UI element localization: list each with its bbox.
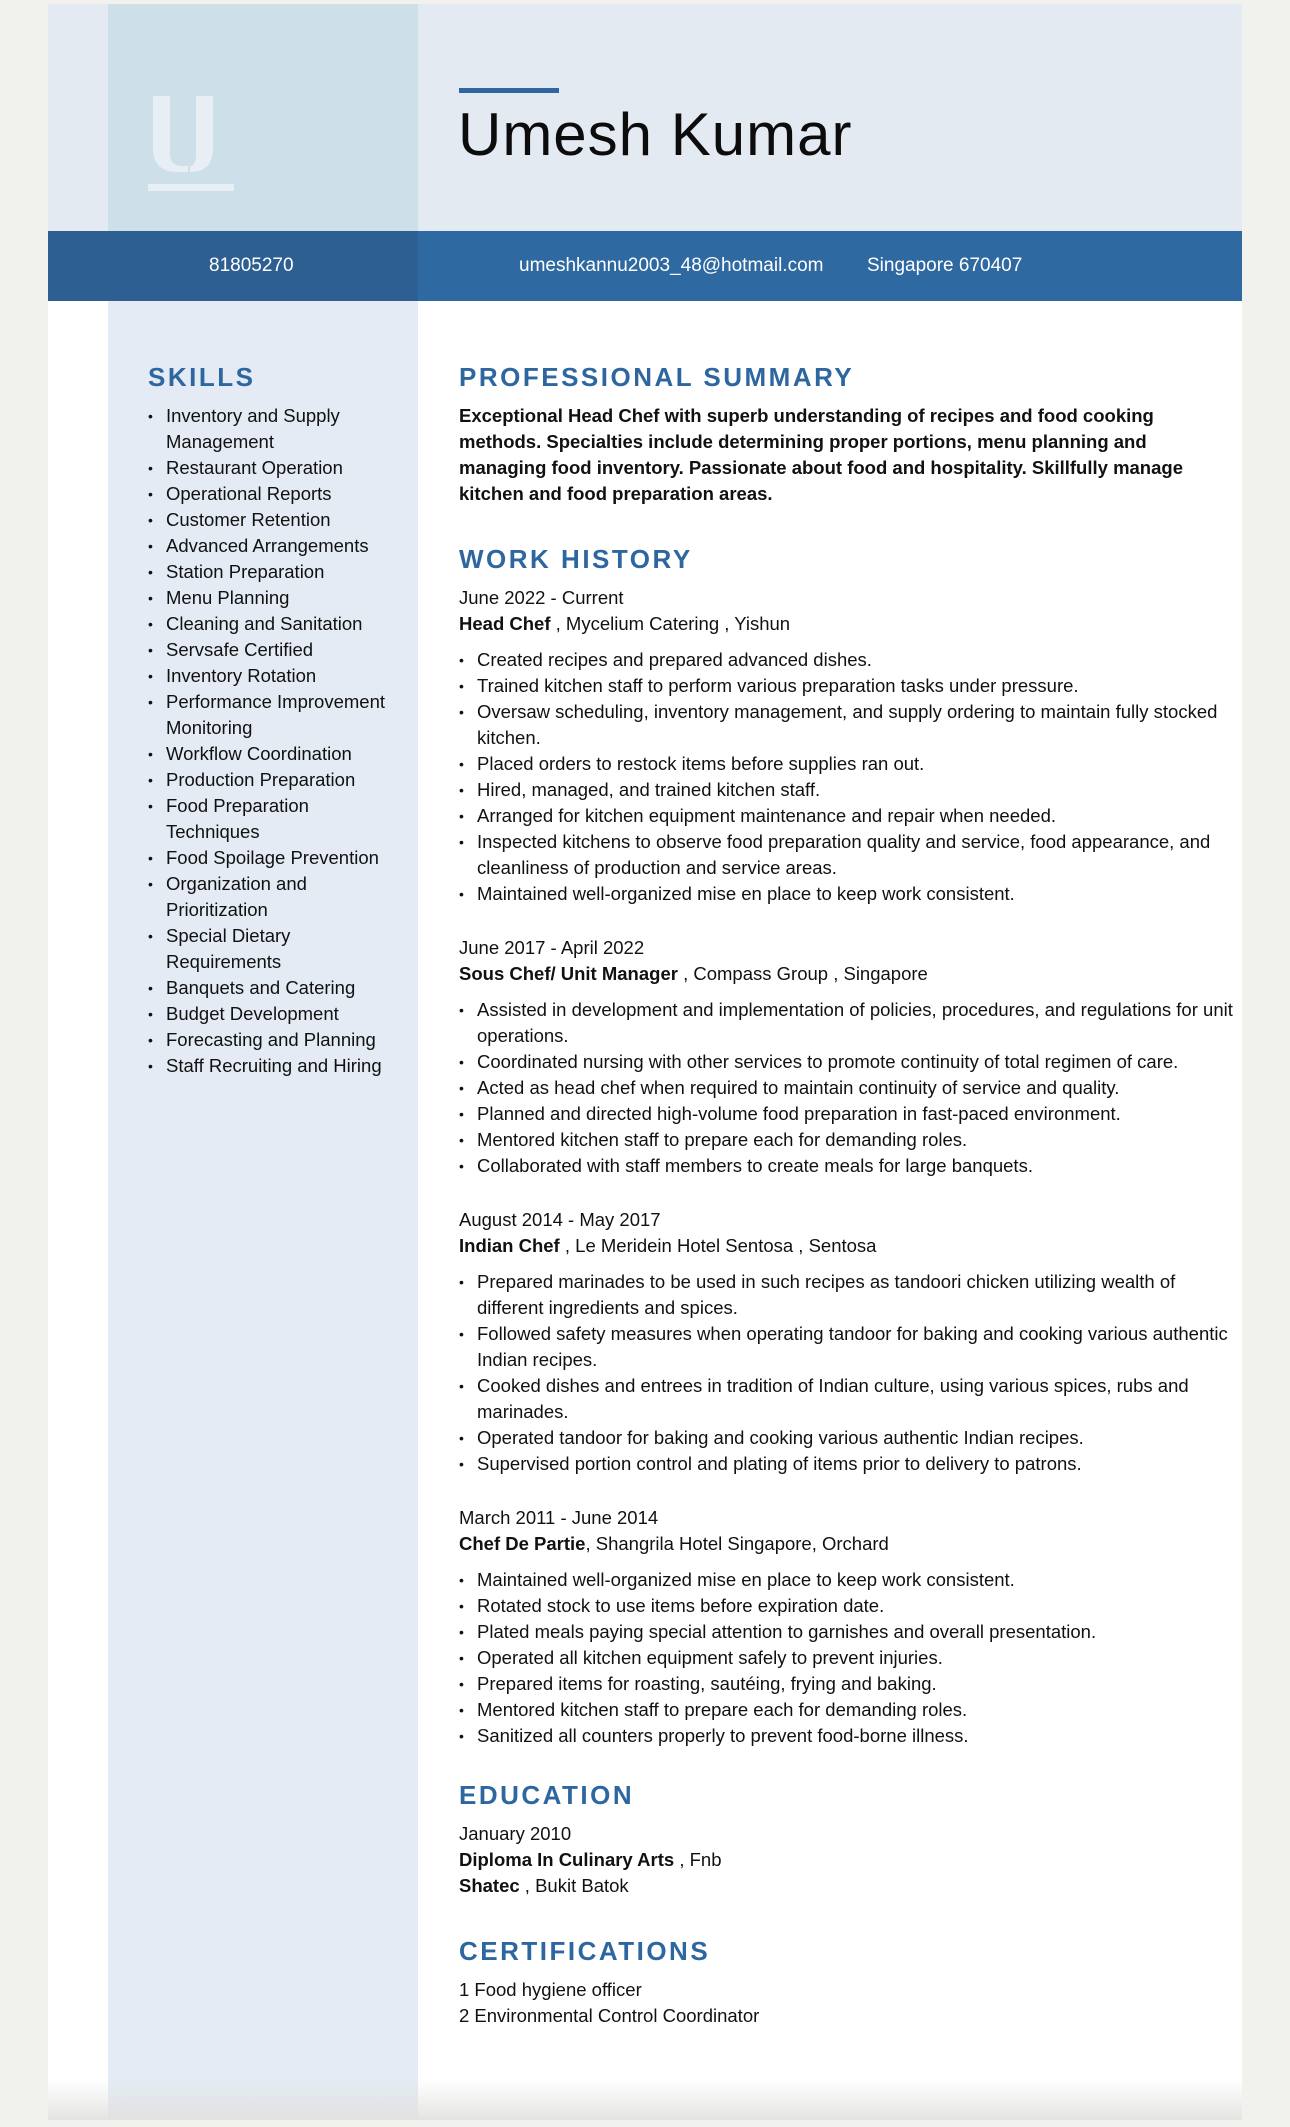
education-title: EDUCATION (459, 1780, 635, 1810)
skill-item: • Cleaning and Sanitation (148, 611, 398, 637)
job-role: Sous Chef/ Unit Manager (459, 963, 678, 984)
job-bullets (459, 647, 1234, 907)
skill-item: • Station Preparation (148, 559, 398, 585)
education-school-suffix: , Bukit Batok (519, 1875, 629, 1896)
summary-title: PROFESSIONAL SUMMARY (459, 362, 855, 392)
job-bullets (459, 1269, 1234, 1477)
skill-item: • Production Preparation (148, 767, 398, 793)
job-bullet: • Mentored kitchen staff to prepare each for demanding roles. (459, 1697, 1234, 1723)
job-bullet: • Oversaw scheduling, inventory management, and supply ordering to maintain fully stocked kitchen. (459, 699, 1234, 751)
summary-text: Exceptional Head Chef with superb understanding of recipes and food cooking methods. Specialties include determining proper portions, menu planning and managing food inventory. Passionate about food and hospitality. Skillfully manage kitchen and food preparation areas. (459, 405, 1183, 504)
job-bullet: • Inspected kitchens to observe food preparation quality and service, food appearance, and cleanliness of production and service areas. (459, 829, 1234, 881)
education-school: Shatec (459, 1875, 520, 1896)
job-role: Chef De Partie (459, 1533, 586, 1554)
certification-item: 1 Food hygiene officer (459, 1979, 642, 2000)
job-bullet: • Collaborated with staff members to create meals for large banquets. (459, 1153, 1234, 1179)
skill-item: • Advanced Arrangements (148, 533, 398, 559)
skill-item: • Staff Recruiting and Hiring (148, 1053, 398, 1079)
skill-item: • Budget Development (148, 1001, 398, 1027)
contact-bar (48, 231, 1242, 301)
job-bullet: • Cooked dishes and entrees in tradition of Indian culture, using various spices, rubs and marinades. (459, 1373, 1234, 1425)
job-place: , Mycelium Catering , Yishun (550, 613, 791, 634)
monogram-logo (148, 96, 234, 196)
skill-item: • Special Dietary Requirements (148, 923, 398, 975)
education-degree-suffix: , Fnb (674, 1849, 722, 1870)
skill-item: • Operational Reports (148, 481, 398, 507)
job-bullet: • Created recipes and prepared advanced dishes. (459, 647, 1234, 673)
job-place: , Compass Group , Singapore (677, 963, 928, 984)
contact-location: Singapore 670407 (867, 255, 1023, 276)
job-title-line (459, 961, 1234, 987)
education-date: January 2010 (459, 1823, 572, 1844)
page-bottom-shadow (48, 2080, 1242, 2120)
job-bullet: • Planned and directed high-volume food preparation in fast-paced environment. (459, 1101, 1234, 1127)
job-title-line (459, 1531, 1234, 1557)
job-entry (459, 935, 1234, 1179)
skill-item: • Food Preparation Techniques (148, 793, 398, 845)
skill-item: • Food Spoilage Prevention (148, 845, 398, 871)
job-bullet: • Operated tandoor for baking and cooking various authentic Indian recipes. (459, 1425, 1234, 1451)
job-bullet: • Trained kitchen staff to perform various preparation tasks under pressure. (459, 673, 1234, 699)
job-bullet: • Rotated stock to use items before expiration date. (459, 1593, 1234, 1619)
work-history-title: WORK HISTORY (459, 544, 693, 574)
job-entry (459, 1505, 1234, 1749)
job-place: , Shangrila Hotel Singapore, Orchard (585, 1533, 889, 1554)
job-role: Head Chef (459, 613, 551, 634)
skills-section (148, 359, 398, 1079)
education-entry (459, 1821, 1234, 1899)
job-bullet: • Hired, managed, and trained kitchen staff. (459, 777, 1234, 803)
job-bullet: • Coordinated nursing with other services to promote continuity of total regimen of care. (459, 1049, 1234, 1075)
job-entry (459, 1207, 1234, 1477)
job-bullet: • Placed orders to restock items before supplies ran out. (459, 751, 1234, 777)
job-place: , Le Meridein Hotel Sentosa , Sentosa (559, 1235, 877, 1256)
job-bullet: • Operated all kitchen equipment safely to prevent injuries. (459, 1645, 1234, 1671)
skill-item: • Inventory Rotation (148, 663, 398, 689)
job-bullets (459, 1567, 1234, 1749)
skill-item: • Forecasting and Planning (148, 1027, 398, 1053)
name-accent-rule (459, 88, 559, 93)
skill-item: • Customer Retention (148, 507, 398, 533)
education-school-line (459, 1873, 1234, 1899)
skill-item: • Menu Planning (148, 585, 398, 611)
job-bullet: • Followed safety measures when operating tandoor for baking and cooking various authentic Indian recipes. (459, 1321, 1234, 1373)
skill-item: • Performance Improvement Monitoring (148, 689, 398, 741)
skill-item: • Servsafe Certified (148, 637, 398, 663)
job-entry (459, 585, 1234, 907)
skills-title: SKILLS (148, 362, 256, 392)
job-bullet: • Maintained well-organized mise en place to keep work consistent. (459, 1567, 1234, 1593)
job-dates: August 2014 - May 2017 (459, 1209, 661, 1230)
candidate-name: Umesh Kumar (458, 101, 853, 168)
certifications-title: CERTIFICATIONS (459, 1936, 711, 1966)
job-bullet: • Supervised portion control and plating of items prior to delivery to patrons. (459, 1451, 1234, 1477)
job-dates: June 2017 - April 2022 (459, 937, 645, 958)
education-degree-line (459, 1847, 1234, 1873)
job-bullet: • Plated meals paying special attention to garnishes and overall presentation. (459, 1619, 1234, 1645)
job-title-line (459, 611, 1234, 637)
job-bullet: • Sanitized all counters properly to prevent food-borne illness. (459, 1723, 1234, 1749)
job-bullet: • Prepared marinades to be used in such recipes as tandoori chicken utilizing wealth of different ingredients and spices. (459, 1269, 1234, 1321)
main-column (459, 359, 1234, 2029)
job-bullet: • Prepared items for roasting, sautéing, frying and baking. (459, 1671, 1234, 1697)
resume-page (48, 4, 1242, 2119)
contact-phone: 81805270 (209, 255, 294, 276)
job-bullets (459, 997, 1234, 1179)
job-dates: June 2022 - Current (459, 587, 624, 608)
skill-item: • Inventory and Supply Management (148, 403, 398, 455)
skill-item: • Organization and Prioritization (148, 871, 398, 923)
contact-email[interactable]: umeshkannu2003_48@hotmail.com (519, 255, 824, 276)
job-dates: March 2011 - June 2014 (459, 1507, 659, 1528)
job-bullet: • Mentored kitchen staff to prepare each for demanding roles. (459, 1127, 1234, 1153)
monogram-letter: U (191, 156, 192, 157)
job-bullet: • Acted as head chef when required to maintain continuity of service and quality. (459, 1075, 1234, 1101)
skill-item: • Banquets and Catering (148, 975, 398, 1001)
job-title-line (459, 1233, 1234, 1259)
job-bullet: • Arranged for kitchen equipment maintenance and repair when needed. (459, 803, 1234, 829)
education-degree: Diploma In Culinary Arts (459, 1849, 675, 1870)
skill-item: • Restaurant Operation (148, 455, 398, 481)
skill-item: • Workflow Coordination (148, 741, 398, 767)
skills-list (148, 403, 398, 1079)
job-bullet: • Maintained well-organized mise en place to keep work consistent. (459, 881, 1234, 907)
job-role: Indian Chef (459, 1235, 560, 1256)
certification-item: 2 Environmental Control Coordinator (459, 2005, 760, 2026)
job-bullet: • Assisted in development and implementation of policies, procedures, and regulations for unit operations. (459, 997, 1234, 1049)
